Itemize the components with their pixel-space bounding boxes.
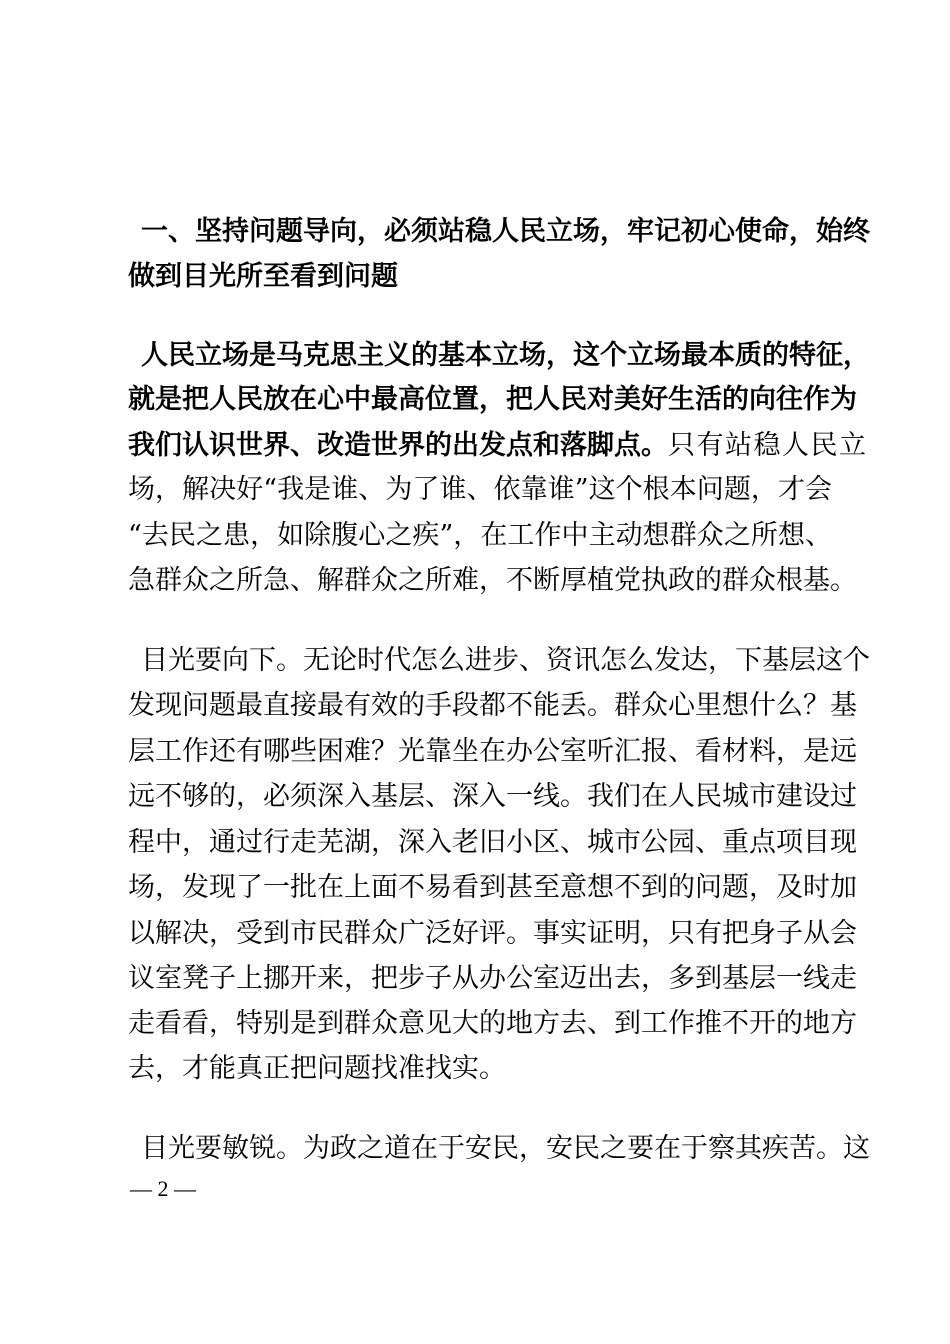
paragraph-2-line-9: 走看看，特别是到群众意见大的地方去、到工作推不开的地方 xyxy=(128,1008,857,1039)
paragraph-2-line-7: 以解决，受到市民群众广泛好评。事实证明，只有把身子从会 xyxy=(128,918,857,949)
section-heading-line-2: 做到目光所至看到问题 xyxy=(128,261,398,292)
paragraph-2-line-5: 程中，通过行走芜湖，深入老旧小区、城市公园、重点项目现 xyxy=(128,827,857,858)
paragraph-2-line-4: 远不够的，必须深入基层、深入一线。我们在人民城市建设过 xyxy=(128,781,857,812)
paragraph-2-line-6: 场，发现了一批在上面不易看到甚至意想不到的问题，及时加 xyxy=(128,872,857,903)
paragraph-1-line-3-bold: 我们认识世界、改造世界的出发点和落脚点。 xyxy=(128,430,668,461)
paragraph-1-line-3 xyxy=(128,427,868,463)
paragraph-2-line-10: 去，才能真正把问题找准找实。 xyxy=(128,1053,506,1084)
paragraph-1-line-2: 就是把人民放在心中最高位置，把人民对美好生活的向往作为 xyxy=(128,384,857,415)
paragraph-1-line-5: “去民之患，如除腹心之疾”，在工作中主动想群众之所想、 xyxy=(128,520,832,551)
page-number: — 2 — xyxy=(130,1176,196,1201)
paragraph-1-line-4: 场，解决好“我是谁、为了谁、依靠谁”这个根本问题，才会 xyxy=(128,474,832,505)
paragraph-3-line-1: 目光要敏锐。为政之道在于安民，安民之要在于察其疾苦。这 xyxy=(141,1133,870,1164)
paragraph-2-line-2: 发现问题最直接最有效的手段都不能丢。群众心里想什么？基 xyxy=(128,690,857,721)
paragraph-1-line-6: 急群众之所急、解群众之所难，不断厚植党执政的群众根基。 xyxy=(128,565,857,596)
section-heading-line-1: 一、坚持问题导向，必须站稳人民立场，牢记初心使命，始终 xyxy=(141,216,870,247)
paragraph-2-line-1: 目光要向下。无论时代怎么进步、资讯怎么发达，下基层这个 xyxy=(141,645,870,676)
paragraph-2-line-8: 议室凳子上挪开来，把步子从办公室迈出去，多到基层一线走 xyxy=(128,963,857,994)
paragraph-1-line-3-regular: 只有站稳人民立 xyxy=(668,430,868,461)
paragraph-1-line-1: 人民立场是马克思主义的基本立场，这个立场最本质的特征， xyxy=(141,340,870,371)
paragraph-2-line-3: 层工作还有哪些困难？光靠坐在办公室听汇报、看材料，是远 xyxy=(128,736,857,767)
